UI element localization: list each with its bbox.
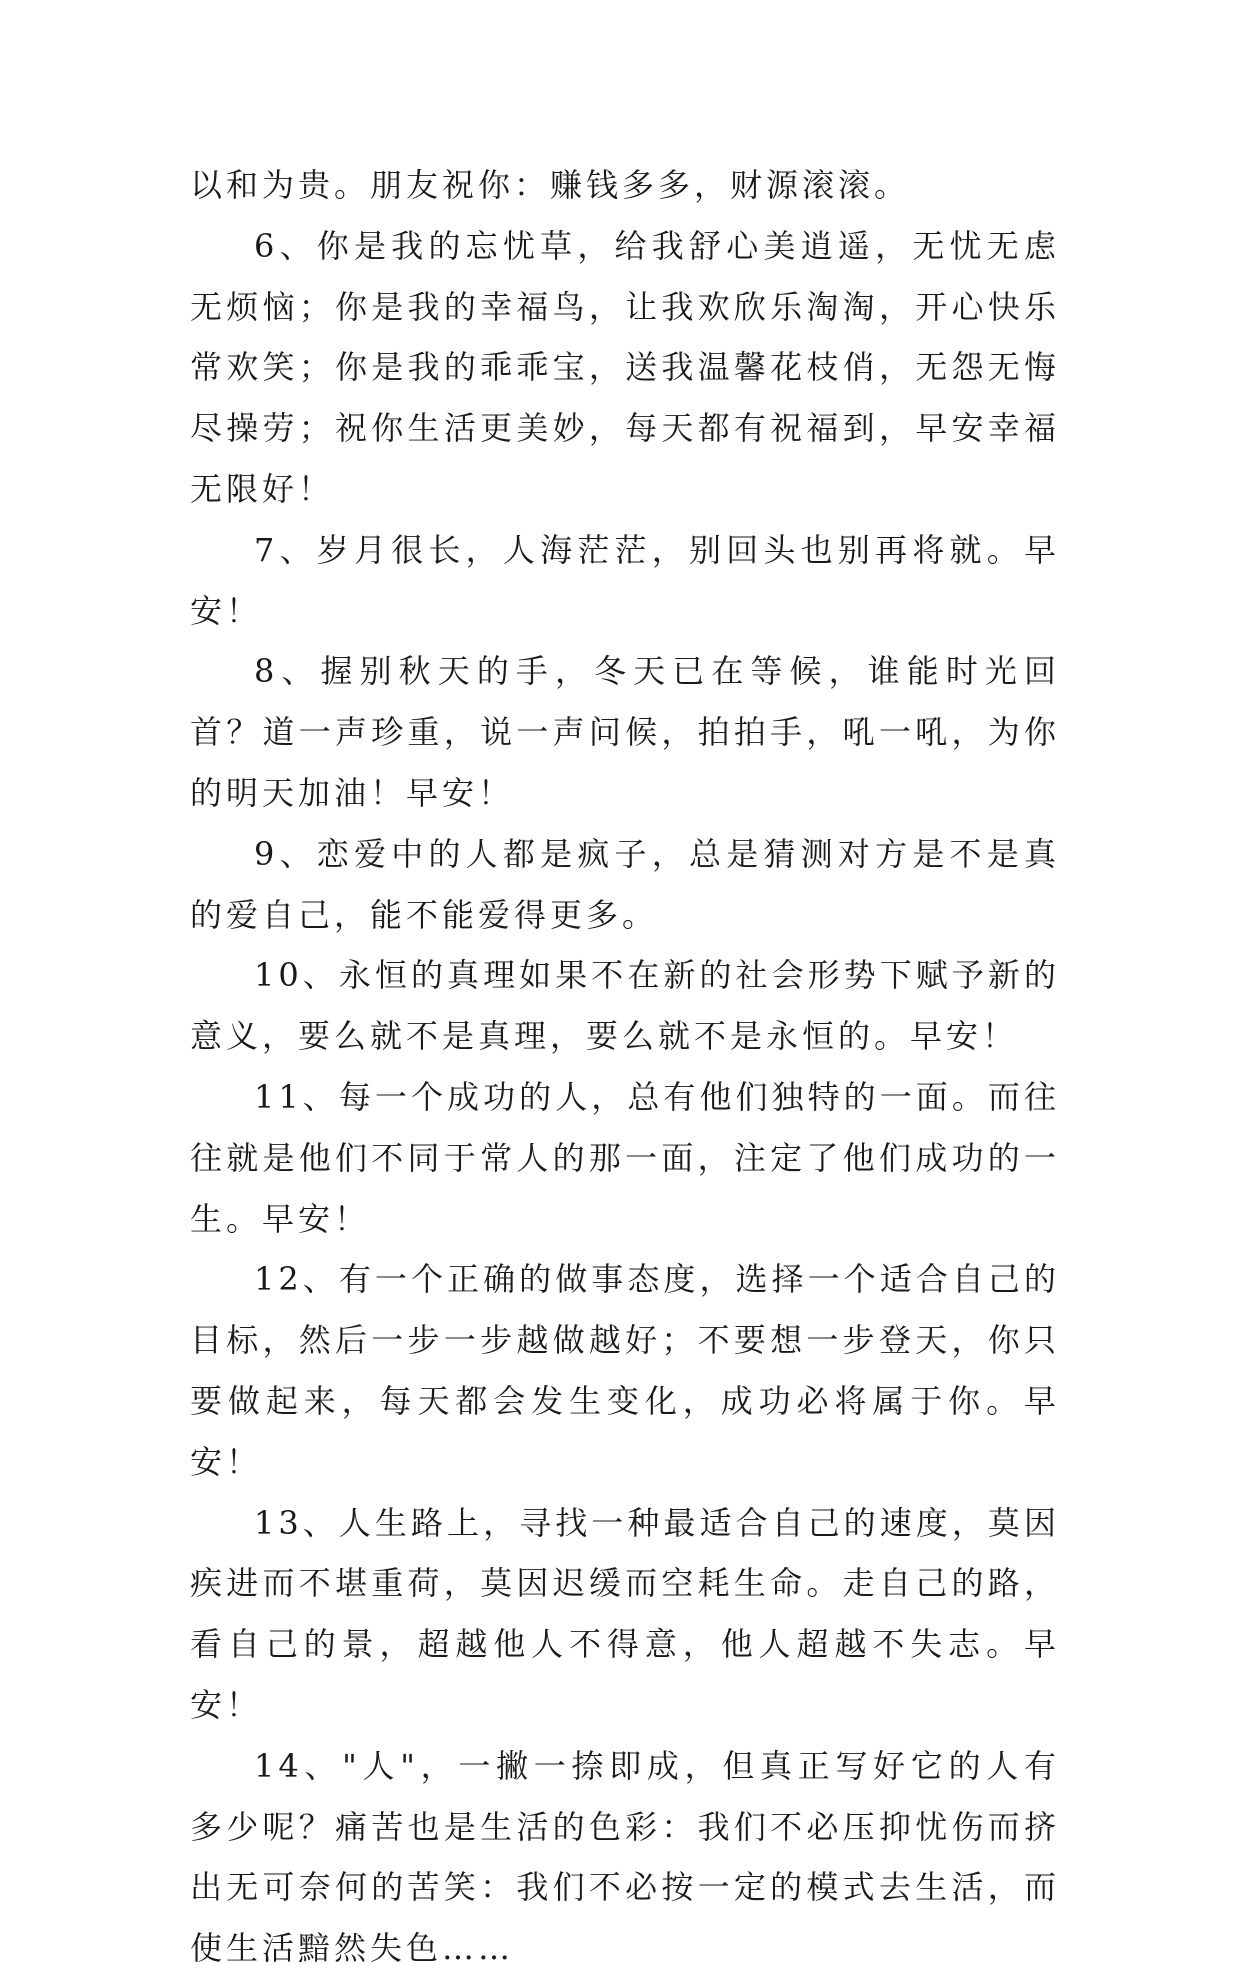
paragraph: 11、每一个成功的人，总有他们独特的一面。而往往就是他们不同于常人的那一面，注定了他们成功的一生。早安！ [190,1077,1060,1238]
paragraph: 13、人生路上，寻找一种最适合自己的速度，莫因疾进而不堪重荷，莫因迟缓而空耗生命。走自己的路，看自己的景，超越他人不得意，他人超越不失志。早安！ [190,1503,1060,1724]
paragraph: 8、握别秋天的手，冬天已在等候，谁能时光回首？道一声珍重，说一声问候，拍拍手，吼一吼，为你的明天加油！早安！ [190,652,1060,812]
paragraph: 7、岁月很长，人海茫茫，别回头也别再将就。早安！ [190,530,1060,630]
paragraph: 9、恋爱中的人都是疯子，总是猜测对方是不是真的爱自己，能不能爱得更多。 [190,834,1060,934]
paragraph: 6、你是我的忘忧草，给我舒心美逍遥，无忧无虑无烦恼；你是我的幸福鸟，让我欢欣乐淘淘，开心快乐常欢笑；你是我的乖乖宝，送我温馨花枝俏，无怨无悔尽操劳；祝你生活更美妙，每天都有祝福到，早安幸福无限好！ [190,226,1060,508]
paragraph: 12、有一个正确的做事态度，选择一个适合自己的目标，然后一步一步越做越好；不要想一步登天，你只要做起来，每天都会发生变化，成功必将属于你。早安！ [190,1260,1060,1481]
document-body [190,155,1060,1979]
paragraph: 以和为贵。朋友祝你：赚钱多多，财源滚滚。 [190,166,911,204]
paragraph: 14、"人"，一撇一捺即成，但真正写好它的人有多少呢？痛苦也是生活的色彩：我们不必压抑忧伤而挤出无可奈何的苦笑：我们不必按一定的模式去生活，而使生活黯然失色…… [190,1746,1060,1968]
paragraph: 10、永恒的真理如果不在新的社会形势下赋予新的意义，要么就不是真理，要么就不是永恒的。早安！ [190,956,1060,1056]
